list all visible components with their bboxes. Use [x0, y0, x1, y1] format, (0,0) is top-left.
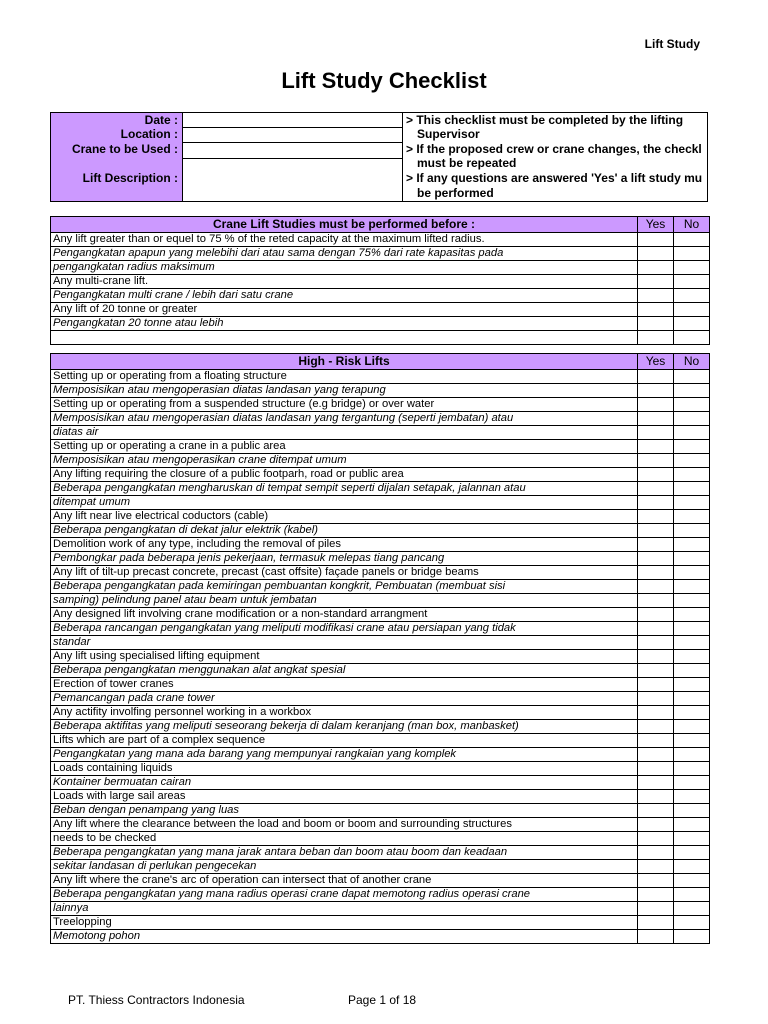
checklist-item-text: Beberapa pengangkatan yang mana radius operasi crane dapat memotong radius operasi crane: [51, 888, 638, 902]
yes-checkbox-cell[interactable]: [638, 384, 674, 398]
yes-checkbox-cell[interactable]: [638, 426, 674, 440]
yes-checkbox-cell[interactable]: [638, 496, 674, 510]
yes-checkbox-cell[interactable]: [638, 289, 674, 303]
yes-checkbox-cell[interactable]: [638, 902, 674, 916]
yes-checkbox-cell[interactable]: [638, 762, 674, 776]
checklist-item-text: Beberapa aktifitas yang meliputi seseorang bekerja di dalam keranjang (man box, manbasket): [51, 720, 638, 734]
no-checkbox-cell[interactable]: [674, 706, 710, 720]
note-line: > If any questions are answered 'Yes' a lift study mu: [406, 171, 703, 185]
no-checkbox-cell[interactable]: [674, 398, 710, 412]
yes-checkbox-cell[interactable]: [638, 790, 674, 804]
yes-checkbox-cell[interactable]: [638, 930, 674, 944]
checklist-row: [51, 846, 710, 860]
yes-checkbox-cell[interactable]: [638, 916, 674, 930]
section-title: Crane Lift Studies must be performed before :: [51, 217, 638, 233]
checklist-item-text: Pembongkar pada beberapa jenis pekerjaan, termasuk melepas tiang pancang: [51, 552, 638, 566]
checklist-row: [51, 692, 710, 706]
no-checkbox-cell[interactable]: [674, 650, 710, 664]
yes-checkbox-cell[interactable]: [638, 398, 674, 412]
checklist-row: [51, 317, 710, 331]
checklist-item-text: Treelopping: [51, 916, 638, 930]
yes-checkbox-cell[interactable]: [638, 275, 674, 289]
section-header: [51, 217, 710, 233]
no-checkbox-cell[interactable]: [674, 289, 710, 303]
yes-checkbox-cell[interactable]: [638, 692, 674, 706]
yes-checkbox-cell[interactable]: [638, 650, 674, 664]
checklist-row: [51, 874, 710, 888]
yes-checkbox-cell[interactable]: [638, 412, 674, 426]
no-checkbox-cell[interactable]: [674, 902, 710, 916]
yes-checkbox-cell[interactable]: [638, 888, 674, 902]
page-title: Lift Study Checklist: [281, 68, 487, 93]
checklist-row: [51, 538, 710, 552]
yes-checkbox-cell[interactable]: [638, 233, 674, 247]
yes-checkbox-cell[interactable]: [638, 636, 674, 650]
checklist-item-text: Any lift using specialised lifting equipment: [51, 650, 638, 664]
no-checkbox-cell[interactable]: [674, 384, 710, 398]
yes-checkbox-cell[interactable]: [638, 734, 674, 748]
checklist-row: [51, 524, 710, 538]
location-field[interactable]: [183, 128, 402, 143]
checklist-row: [51, 636, 710, 650]
checklist-item-text: Any designed lift involving crane modification or a non-standard arrangment: [51, 608, 638, 622]
checklist-item-text: Beberapa pengangkatan menggunakan alat angkat spesial: [51, 664, 638, 678]
crane-field[interactable]: [183, 143, 402, 159]
yes-checkbox-cell[interactable]: [638, 468, 674, 482]
no-checkbox-cell[interactable]: [674, 440, 710, 454]
no-checkbox-cell[interactable]: [674, 832, 710, 846]
checklist-item-text: Any lift of tilt-up precast concrete, precast (cast offsite) façade panels or bridge beams: [51, 566, 638, 580]
info-labels: [51, 113, 183, 201]
checklist-row: [51, 888, 710, 902]
checklist-item-text: Memposisikan atau mengoperasian diatas landasan yang terapung: [51, 384, 638, 398]
no-checkbox-cell[interactable]: [674, 482, 710, 496]
checklist-row: [51, 468, 710, 482]
checklist-row: [51, 384, 710, 398]
no-checkbox-cell[interactable]: [674, 762, 710, 776]
checklist-row: [51, 748, 710, 762]
no-checkbox-cell[interactable]: [674, 622, 710, 636]
no-checkbox-cell[interactable]: [674, 275, 710, 289]
section-title: High - Risk Lifts: [51, 354, 638, 370]
no-checkbox-cell[interactable]: [674, 412, 710, 426]
yes-checkbox-cell[interactable]: [638, 622, 674, 636]
checklist-item-text: Demolition work of any type, including the removal of piles: [51, 538, 638, 552]
checklist-item-text: Pengangkatan apapun yang melebihi dari atau sama dengan 75% dari rate kapasitas pada: [51, 247, 638, 261]
yes-checkbox-cell[interactable]: [638, 580, 674, 594]
checklist-item-text: Any lift greater than or equel to 75 % of the reted capacity at the maximum lifted radius.: [51, 233, 638, 247]
checklist-item-text: Erection of tower cranes: [51, 678, 638, 692]
instructions: [406, 113, 706, 201]
yes-column-header: Yes: [638, 354, 674, 370]
lift-description-field[interactable]: [183, 159, 402, 200]
no-checkbox-cell[interactable]: [674, 860, 710, 874]
checklist-row: [51, 454, 710, 468]
no-checkbox-cell[interactable]: [674, 233, 710, 247]
checklist-item-text: Memposisikan atau mengoperasian diatas landasan yang tergantung (seperti jembatan) atau: [51, 412, 638, 426]
checklist-item-text: Memotong pohon: [51, 930, 638, 944]
no-checkbox-cell[interactable]: [674, 734, 710, 748]
yes-checkbox-cell[interactable]: [638, 720, 674, 734]
checklist-row: [51, 790, 710, 804]
yes-checkbox-cell[interactable]: [638, 538, 674, 552]
checklist-item-text: Kontainer bermuatan cairan: [51, 776, 638, 790]
yes-checkbox-cell[interactable]: [638, 440, 674, 454]
no-checkbox-cell[interactable]: [674, 317, 710, 331]
note-line: > If the proposed crew or crane changes, the checkl: [406, 142, 702, 156]
no-checkbox-cell[interactable]: [674, 720, 710, 734]
checklist-item-text: Lifts which are part of a complex sequence: [51, 734, 638, 748]
no-checkbox-cell[interactable]: [674, 454, 710, 468]
crane-lift-studies-table: [50, 216, 710, 345]
yes-checkbox-cell[interactable]: [638, 860, 674, 874]
checklist-row: [51, 482, 710, 496]
no-checkbox-cell[interactable]: [674, 580, 710, 594]
checklist-row: [51, 930, 710, 944]
checklist-row: [51, 496, 710, 510]
no-checkbox-cell[interactable]: [674, 331, 710, 345]
checklist-row: [51, 734, 710, 748]
no-checkbox-cell[interactable]: [674, 916, 710, 930]
no-checkbox-cell[interactable]: [674, 468, 710, 482]
checklist-row: [51, 720, 710, 734]
yes-checkbox-cell[interactable]: [638, 874, 674, 888]
checklist-row: [51, 818, 710, 832]
footer-company: PT. Thiess Contractors Indonesia: [68, 993, 245, 1007]
yes-checkbox-cell[interactable]: [638, 524, 674, 538]
info-fields: [183, 113, 403, 201]
checklist-item-text: Loads containing liquids: [51, 762, 638, 776]
checklist-item-text: Beberapa pengangkatan di dekat jalur elektrik (kabel): [51, 524, 638, 538]
checklist-row: [51, 331, 710, 345]
checklist-item-text: Any lift where the clearance between the load and boom or boom and surrounding structures: [51, 818, 638, 832]
no-checkbox-cell[interactable]: [674, 247, 710, 261]
checklist-item-text: Any multi-crane lift.: [51, 275, 638, 289]
checklist-item-text: pengangkatan radius maksimum: [51, 261, 638, 275]
checklist-item-text: sekitar landasan di perlukan pengecekan: [51, 860, 638, 874]
checklist-row: [51, 510, 710, 524]
yes-checkbox-cell[interactable]: [638, 247, 674, 261]
checklist-row: [51, 370, 710, 384]
yes-checkbox-cell[interactable]: [638, 454, 674, 468]
checklist-row: [51, 594, 710, 608]
checklist-item-text: Setting up or operating a crane in a public area: [51, 440, 638, 454]
no-checkbox-cell[interactable]: [674, 804, 710, 818]
note-line: be performed: [417, 186, 494, 200]
checklist-item-text: Beberapa pengangkatan yang mana jarak antara beban dan boom atau boom dan keadaan: [51, 846, 638, 860]
checklist-row: [51, 580, 710, 594]
no-checkbox-cell[interactable]: [674, 664, 710, 678]
checklist-row: [51, 303, 710, 317]
checklist-item-text: Beberapa pengangkatan pada kemiringan pembuantan kongkrit, Pembuatan (membuat sisi: [51, 580, 638, 594]
checklist-item-text: Pemancangan pada crane tower: [51, 692, 638, 706]
checklist-item-text: Any lift near live electrical coductors (cable): [51, 510, 638, 524]
yes-checkbox-cell[interactable]: [638, 317, 674, 331]
no-checkbox-cell[interactable]: [674, 524, 710, 538]
checklist-item-text: Beban dengan penampang yang luas: [51, 804, 638, 818]
checklist-row: [51, 552, 710, 566]
no-checkbox-cell[interactable]: [674, 636, 710, 650]
checklist-row: [51, 860, 710, 874]
checklist-item-text: Pengangkatan yang mana ada barang yang mempunyai rangkaian yang komplek: [51, 748, 638, 762]
yes-checkbox-cell[interactable]: [638, 776, 674, 790]
header-label: Lift Study: [644, 37, 700, 51]
yes-checkbox-cell[interactable]: [638, 331, 674, 345]
checklist-row: [51, 398, 710, 412]
checklist-item-text: standar: [51, 636, 638, 650]
no-checkbox-cell[interactable]: [674, 874, 710, 888]
checklist-item-text: Any actifity involfing personnel working in a workbox: [51, 706, 638, 720]
no-checkbox-cell[interactable]: [674, 426, 710, 440]
checklist-item-text: Any lifting requiring the closure of a public footparh, road or public area: [51, 468, 638, 482]
checklist-item-text: Setting up or operating from a floating structure: [51, 370, 638, 384]
yes-checkbox-cell[interactable]: [638, 748, 674, 762]
checklist-item-text: Pengangkatan multi crane / lebih dari satu crane: [51, 289, 638, 303]
crane-label: Crane to be Used :: [71, 142, 178, 156]
no-checkbox-cell[interactable]: [674, 608, 710, 622]
checklist-row: [51, 289, 710, 303]
no-checkbox-cell[interactable]: [674, 370, 710, 384]
checklist-row: [51, 622, 710, 636]
lift-info-block: [50, 112, 708, 202]
date-label: Date :: [144, 113, 178, 127]
yes-checkbox-cell[interactable]: [638, 482, 674, 496]
yes-checkbox-cell[interactable]: [638, 370, 674, 384]
no-column-header: No: [674, 217, 710, 233]
yes-checkbox-cell[interactable]: [638, 818, 674, 832]
checklist-item-text: Loads with large sail areas: [51, 790, 638, 804]
checklist-row: [51, 832, 710, 846]
section-header: [51, 354, 710, 370]
yes-checkbox-cell[interactable]: [638, 552, 674, 566]
location-label: Location :: [120, 127, 178, 141]
no-checkbox-cell[interactable]: [674, 790, 710, 804]
checklist-item-text: Any lift where the crane's arc of operation can intersect that of another crane: [51, 874, 638, 888]
checklist-item-text: [51, 331, 638, 345]
no-checkbox-cell[interactable]: [674, 496, 710, 510]
checklist-item-text: Memposisikan atau mengoperasikan crane ditempat umum: [51, 454, 638, 468]
no-checkbox-cell[interactable]: [674, 594, 710, 608]
checklist-row: [51, 916, 710, 930]
checklist-row: [51, 412, 710, 426]
checklist-item-text: Any lift of 20 tonne or greater: [51, 303, 638, 317]
no-checkbox-cell[interactable]: [674, 930, 710, 944]
yes-checkbox-cell[interactable]: [638, 804, 674, 818]
note-line: Supervisor: [417, 127, 480, 141]
no-column-header: No: [674, 354, 710, 370]
no-checkbox-cell[interactable]: [674, 692, 710, 706]
yes-checkbox-cell[interactable]: [638, 608, 674, 622]
checklist-row: [51, 426, 710, 440]
yes-checkbox-cell[interactable]: [638, 678, 674, 692]
no-checkbox-cell[interactable]: [674, 818, 710, 832]
lift-description-label: Lift Description :: [82, 171, 178, 185]
checklist-row: [51, 440, 710, 454]
checklist-row: [51, 762, 710, 776]
checklist-row: [51, 247, 710, 261]
checklist-row: [51, 275, 710, 289]
note-line: > This checklist must be completed by the lifting: [406, 113, 684, 127]
no-checkbox-cell[interactable]: [674, 888, 710, 902]
no-checkbox-cell[interactable]: [674, 678, 710, 692]
note-line: must be repeated: [417, 156, 517, 170]
checklist-item-text: Pengangkatan 20 tonne atau lebih: [51, 317, 638, 331]
checklist-item-text: lainnya: [51, 902, 638, 916]
checklist-row: [51, 233, 710, 247]
yes-checkbox-cell[interactable]: [638, 706, 674, 720]
checklist-row: [51, 650, 710, 664]
no-checkbox-cell[interactable]: [674, 776, 710, 790]
no-checkbox-cell[interactable]: [674, 552, 710, 566]
yes-checkbox-cell[interactable]: [638, 261, 674, 275]
checklist-item-text: Setting up or operating from a suspended structure (e.g bridge) or over water: [51, 398, 638, 412]
checklist-row: [51, 776, 710, 790]
checklist-item-text: Beberapa rancangan pengangkatan yang meliputi modifikasi crane atau persiapan yang tidak: [51, 622, 638, 636]
checklist-row: [51, 664, 710, 678]
checklist-item-text: Beberapa pengangkatan mengharuskan di tempat sempit seperti dijalan setapak, jalannan atau: [51, 482, 638, 496]
checklist-item-text: ditempat umum: [51, 496, 638, 510]
no-checkbox-cell[interactable]: [674, 566, 710, 580]
no-checkbox-cell[interactable]: [674, 538, 710, 552]
yes-column-header: Yes: [638, 217, 674, 233]
checklist-item-text: needs to be checked: [51, 832, 638, 846]
high-risk-lifts-table: [50, 353, 710, 944]
checklist-item-text: diatas air: [51, 426, 638, 440]
checklist-row: [51, 678, 710, 692]
checklist-row: [51, 608, 710, 622]
yes-checkbox-cell[interactable]: [638, 303, 674, 317]
yes-checkbox-cell[interactable]: [638, 510, 674, 524]
date-field[interactable]: [183, 113, 402, 128]
yes-checkbox-cell[interactable]: [638, 594, 674, 608]
checklist-row: [51, 902, 710, 916]
yes-checkbox-cell[interactable]: [638, 846, 674, 860]
checklist-row: [51, 706, 710, 720]
yes-checkbox-cell[interactable]: [638, 566, 674, 580]
no-checkbox-cell[interactable]: [674, 510, 710, 524]
yes-checkbox-cell[interactable]: [638, 664, 674, 678]
checklist-row: [51, 261, 710, 275]
checklist-item-text: samping) pelindung panel atau beam untuk jembatan: [51, 594, 638, 608]
no-checkbox-cell[interactable]: [674, 846, 710, 860]
checklist-row: [51, 566, 710, 580]
no-checkbox-cell[interactable]: [674, 261, 710, 275]
yes-checkbox-cell[interactable]: [638, 832, 674, 846]
no-checkbox-cell[interactable]: [674, 748, 710, 762]
footer-page-number: Page 1 of 18: [348, 993, 417, 1007]
no-checkbox-cell[interactable]: [674, 303, 710, 317]
checklist-row: [51, 804, 710, 818]
